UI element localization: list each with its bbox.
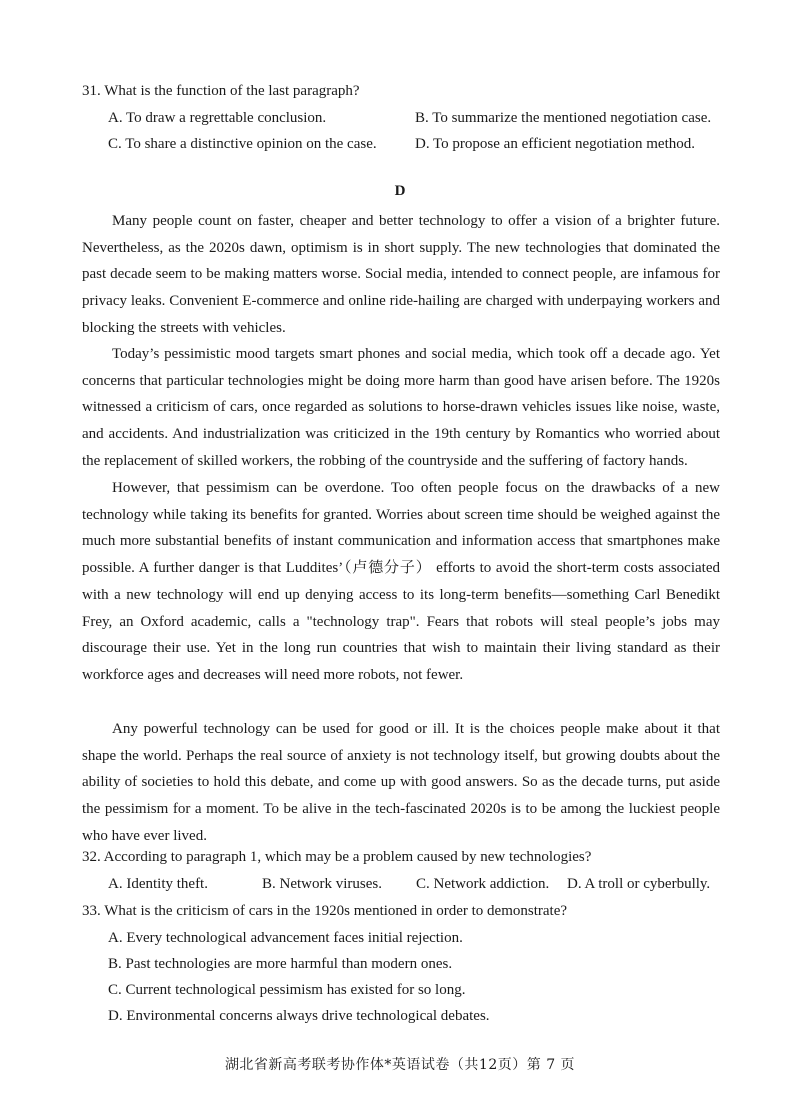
question-32-option-d: D. A troll or cyberbully. (567, 876, 711, 892)
question-33-stem: 33. What is the criticism of cars in the 1920s mentioned in order to demonstrate? (82, 903, 568, 919)
question-31-option-a: A. To draw a regrettable conclusion. (108, 110, 327, 126)
question-32-option-c: C. Network addiction. (416, 876, 550, 892)
page-footer: 湖北省新高考联考协作体*英语试卷（共12页）第 7 页 (224, 1057, 576, 1073)
passage-paragraph-4: Any powerful technology can be used for good or ill. It is the choices people make about it that shape the world. Perhaps the real source of anxiety is not technology itself, but growing doubts about the ability of societies to hold this debate, and come up with good answers. So as the decade turns, put aside the pessimism for a moment. To be alive in the tech-fascinated 2020s is to be among the luckiest people who have ever lived. (82, 721, 720, 844)
question-31-stem: 31. What is the function of the last paragraph? (82, 83, 360, 99)
question-32-option-a: A. Identity theft. (108, 876, 208, 892)
passage-paragraph-2: Today’s pessimistic mood targets smart phones and social media, which took off a decade ago. Yet concerns that particular technologies might be doing more harm than good have arisen before. The 1920s witnessed a criticism of cars, once regarded as solutions to horse-drawn vehicles issues like noise, waste, and accidents. And industrialization was criticized in the 19th century by Romantics who worried about the replacement of skilled workers, the robbing of the countryside and the suffering of factory hands. (82, 346, 720, 469)
passage-heading: D (394, 183, 406, 199)
question-32-option-b: B. Network viruses. (262, 876, 382, 892)
question-32-stem: 32. According to paragraph 1, which may be a problem caused by new technologies? (82, 849, 592, 865)
question-33-option-a: A. Every technological advancement faces initial rejection. (108, 930, 463, 946)
question-33-option-c: C. Current technological pessimism has existed for so long. (108, 982, 466, 998)
question-31-option-c: C. To share a distinctive opinion on the case. (108, 136, 377, 152)
question-33-option-d: D. Environmental concerns always drive technological debates. (108, 1008, 490, 1024)
question-31-option-d: D. To propose an efficient negotiation method. (415, 136, 695, 152)
question-31-option-b: B. To summarize the mentioned negotiation case. (415, 110, 712, 126)
passage-paragraph-1: Many people count on faster, cheaper and better technology to offer a vision of a brighter future. Nevertheless, as the 2020s dawn, optimism is in short supply. The new technologies that dominated the past decade seem to be making matters worse. Social media, intended to connect people, are infamous for privacy leaks. Convenient E-commerce and online ride-hailing are charged with underpaying workers and blocking the streets with vehicles. (82, 213, 720, 336)
question-33-option-b: B. Past technologies are more harmful than modern ones. (108, 956, 453, 972)
passage-paragraph-3: However, that pessimism can be overdone. Too often people focus on the drawbacks of a new technology while taking its benefits for granted. Worries about screen time should be weighed against the much more substantial benefits of instant communication and information access that smartphones make possible. A further danger is that Luddites’（卢德分子） efforts to avoid the short-term costs associated with a new technology will end up denying access to its long-term benefits—something Carl Benedikt Frey, an Oxford academic, calls a "technology trap". Fears that robots will steal people’s jobs may discourage their use. Yet in the long run countries that wish to maintain their living standard as their workforce ages and decreases will need more robots, not fewer. (82, 480, 720, 683)
